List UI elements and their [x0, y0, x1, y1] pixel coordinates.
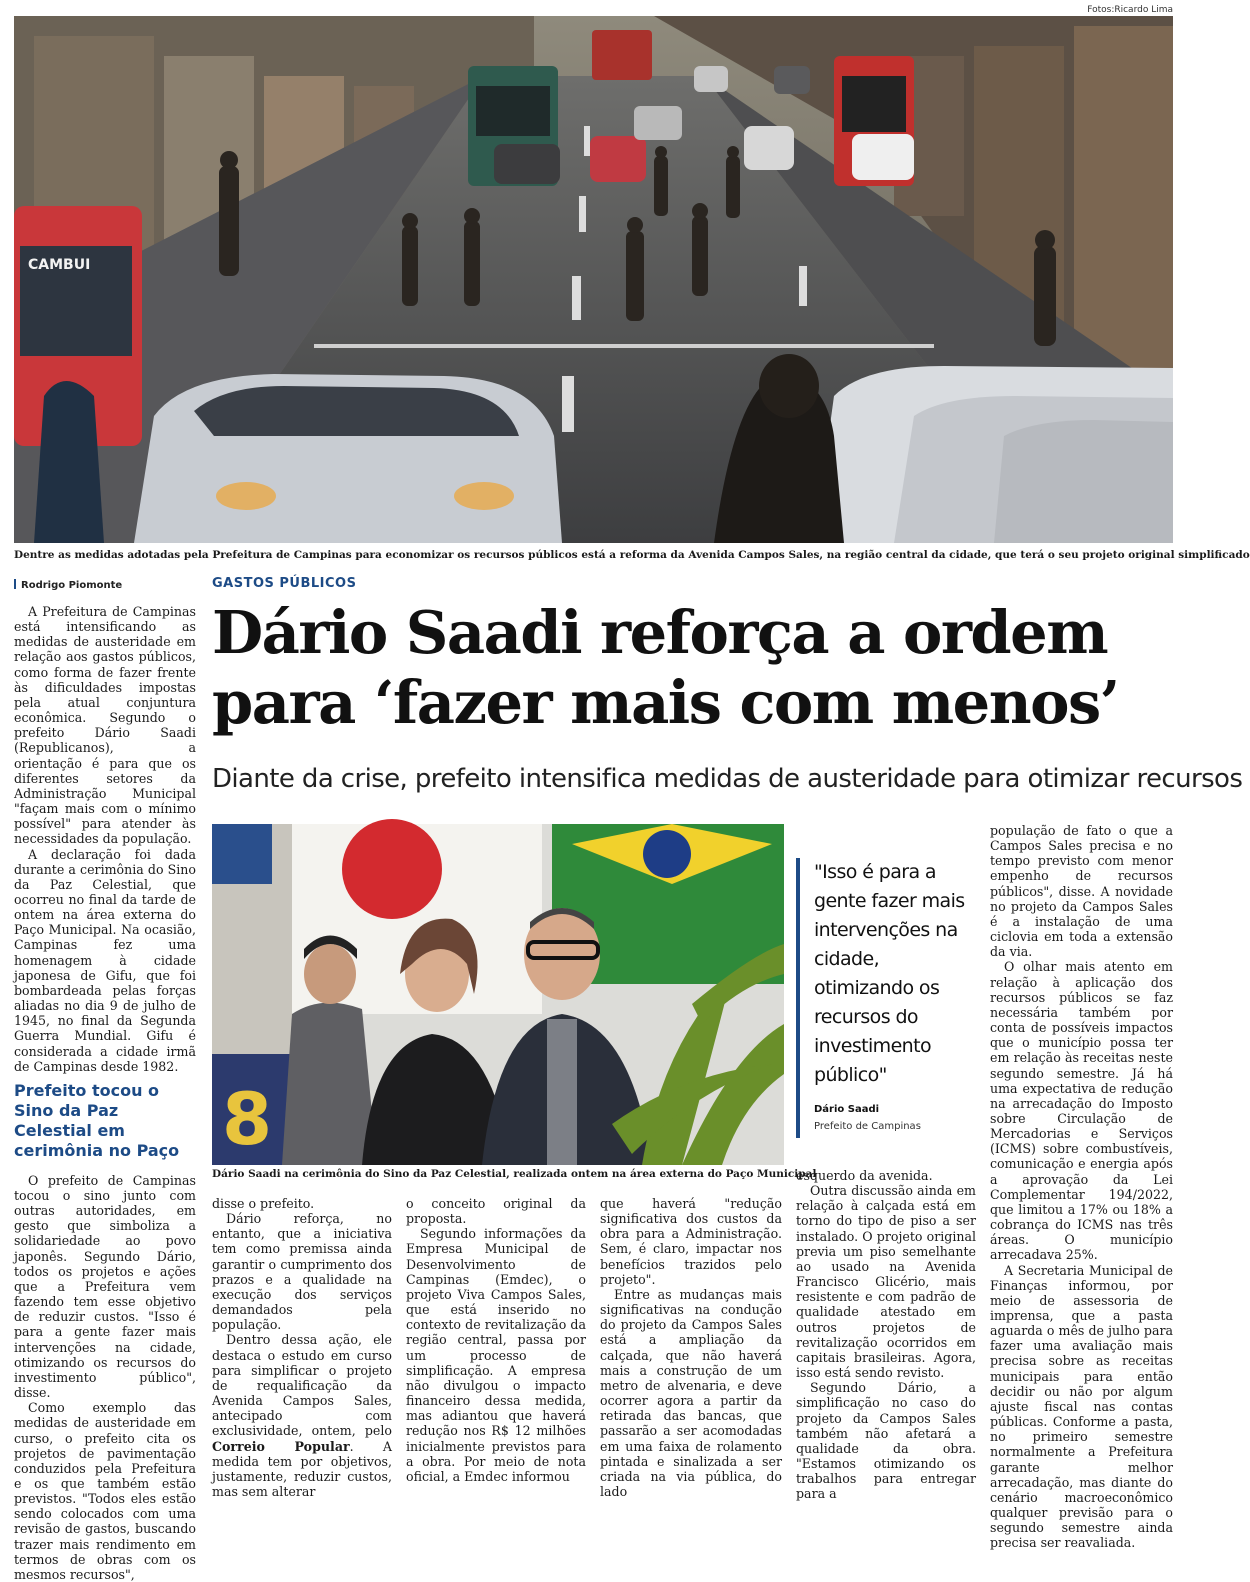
paragraph: Outra discussão ainda em relação à calçada está em torno do tipo de piso a ser instalado. O projeto original previa um piso semelhante ao usado na Avenida Francisco Glicério, mais resistente e com padrão de qualidade atestado em outros projetos de revitalização ocorridos em capitais brasileiras. Agora, isso está sendo revisto.	[796, 1183, 976, 1381]
section-kicker: GASTOS PÚBLICOS	[212, 576, 357, 591]
subheadline: Diante da crise, prefeito intensifica medidas de austeridade para otimizar recursos	[212, 764, 1243, 794]
paragraph: O prefeito de Campinas tocou o sino junto com outras autoridades, em gesto que simboliza a solidariedade ao povo japonês. Segundo Dário, todos os projetos e ações que a Prefeitura vem fazendo tem esse objetivo de reduzir custos. "Isso é para a gente fazer mais intervenções na cidade, otimizando os recursos do investimento público", disse.	[14, 1172, 196, 1401]
paragraph	[212, 1332, 392, 1499]
byline: Rodrigo Piomonte	[14, 579, 122, 591]
article-column-5	[796, 1168, 976, 1502]
banner-graphic: 8	[222, 1077, 273, 1161]
paragraph: disse o prefeito.	[212, 1196, 315, 1211]
pull-quote-role: Prefeito de Campinas	[814, 1121, 921, 1132]
photo-credit: Fotos:Ricardo Lima	[1087, 5, 1173, 15]
street-photo	[14, 16, 1173, 543]
paragraph: O olhar mais atento em relação à aplicação dos recursos públicos se faz necessária também por conta de possíveis impactos que o município possa ter em relação às receitas neste segundo semestre. Já há uma expectativa de redução na arrecadação do Imposto sobre Circulação de Mercadorias e Serviços (ICMS) sobre combustíveis, comunicação e energia após a aprovação da Lei Complementar 194/2022, que limitou a 17% ou 18% a cobrança do ICMS nas três áreas. O município arrecadava 25%.	[990, 959, 1173, 1263]
top-photo-caption: Dentre as medidas adotadas pela Prefeitura de Campinas para economizar os recursos públicos está a reforma da Avenida Campos Sales, na região central da cidade, que terá o seu projeto original simplificado	[14, 549, 1250, 561]
paragraph: Dário reforça, no entanto, que a iniciativa tem como premissa ainda garantir o cumprimento dos prazos e a qualidade na execução dos serviços demandados pela população.	[212, 1211, 392, 1333]
article-column-4	[600, 1196, 782, 1499]
text-run: . A medida tem por objetivos, justamente, reduzir custos, mas sem alterar	[212, 1438, 392, 1499]
paragraph: Entre as mudanças mais significativas na condução do projeto da Campos Sales está a ampliação da calçada, que não haverá mais a construção de um metro de alvenaria, e deve ocorrer agora a partir da retirada das bancas, que passarão a ser acomodadas em uma faixa de rolamento pintada e sinalizada a ser criada na via pública, do lado	[600, 1286, 782, 1499]
headline	[212, 598, 1177, 738]
paragraph: Segundo informações da Empresa Municipal de Desenvolvimento de Campinas (Emdec), o projeto Viva Campos Sales, que está inserido no contexto de revitalização da região central, passa por um processo de simplificação. A empresa não divulgou o impacto financeiro dessa medida, mas adiantou que haverá redução nos R$ 12 milhões inicialmente previstos para a obra. Por meio de nota oficial, a Emdec informou	[406, 1226, 586, 1484]
paragraph: A Prefeitura de Campinas está intensificando as medidas de austeridade em relação aos gastos públicos, como forma de fazer frente às dificuldades impostas pela atual conjuntura econômica. Segundo o prefeito Dário Saadi (Republicanos), a orientação é para que os diferentes setores da Administração Municipal "façam mais com o mínimo possível" para atender às necessidades da população.	[14, 604, 196, 847]
paragraph: A Secretaria Municipal de Finanças informou, por meio de assessoria de imprensa, que a pasta aguarda o mês de julho para fazer uma avaliação mais precisa sobre as receitas municipais para então decidir ou não por algum ajuste fiscal nas contas públicas. Conforme a pasta, no primeiro semestre normalmente a Prefeitura garante melhor arrecadação, mas diante do cenário macroeconômico qualquer previsão para o segundo semestre ainda precisa ser reavaliada.	[990, 1262, 1173, 1551]
article-subhead: Prefeito tocou o Sino da Paz Celestial em cerimônia no Paço	[14, 1080, 180, 1160]
article-column-2	[212, 1196, 392, 1499]
pull-quote	[796, 858, 976, 1138]
article-column-3	[406, 1196, 586, 1484]
paragraph: população de fato o que a Campos Sales precisa e no tempo previsto com menor empenho de recursos públicos", disse. A novidade no projeto da Campos Sales é a instalação de uma ciclovia em toda a extensão da via.	[990, 823, 1173, 960]
headline-line-2: para ‘fazer mais com menos’	[212, 668, 1119, 737]
paragraph: o conceito original da proposta.	[406, 1196, 586, 1227]
newspaper-name: Correio Popular	[212, 1438, 350, 1454]
paragraph: esquerdo da avenida.	[796, 1168, 933, 1183]
pull-quote-text: "Isso é para a gente fazer mais intervenções na cidade, otimizando os recursos do investimento público"	[814, 861, 965, 1086]
paragraph: A declaração foi dada durante a cerimônia do Sino da Paz Celestial, que ocorreu no final da tarde de ontem na área externa do Paço Municipal. Na ocasião, Campinas fez uma homenagem à cidade japonesa de Gifu, que foi bombardeada pelas forças aliadas no dia 9 de julho de 1945, no final da Segunda Guerra Mundial. Gifu é considerada a cidade irmã de Campinas desde 1982.	[14, 846, 196, 1074]
paragraph: Como exemplo das medidas de austeridade em curso, o prefeito cita os projetos de pavimentação conduzidos pela Prefeitura e os que também estão previstos. "Todos eles estão sendo colocados com uma revisão de gastos, buscando trazer mais rendimento em termos de obras com os mesmos recursos",	[14, 1400, 196, 1582]
ceremony-illustration	[212, 824, 784, 1165]
bus-sign: CAMBUI	[28, 257, 91, 273]
article-column-1	[14, 604, 196, 1582]
street-scene-illustration	[14, 16, 1173, 543]
paragraph: Segundo Dário, a simplificação no caso do projeto da Campos Sales também não afetará a qualidade da obra. "Estamos otimizando os trabalhos para entregar para a	[796, 1380, 976, 1502]
paragraph: que haverá "redução significativa dos custos da obra para a Administração. Sem, é claro, impactar nos benefícios trazidos pelo projeto".	[600, 1196, 782, 1287]
article-column-6	[990, 823, 1173, 1551]
ceremony-photo-caption: Dário Saadi na cerimônia do Sino da Paz Celestial, realizada ontem na área externa do Paço Municipal	[212, 1168, 817, 1180]
ceremony-photo	[212, 824, 784, 1165]
headline-line-1: Dário Saadi reforça a ordem	[212, 598, 1108, 667]
text-run: Dentro dessa ação, ele destaca o estudo em curso para simplificar o projeto de requalificação da Avenida Campos Sales, antecipado com exclusividade, ontem, pelo	[212, 1332, 392, 1439]
pull-quote-author: Dário Saadi	[814, 1104, 880, 1115]
